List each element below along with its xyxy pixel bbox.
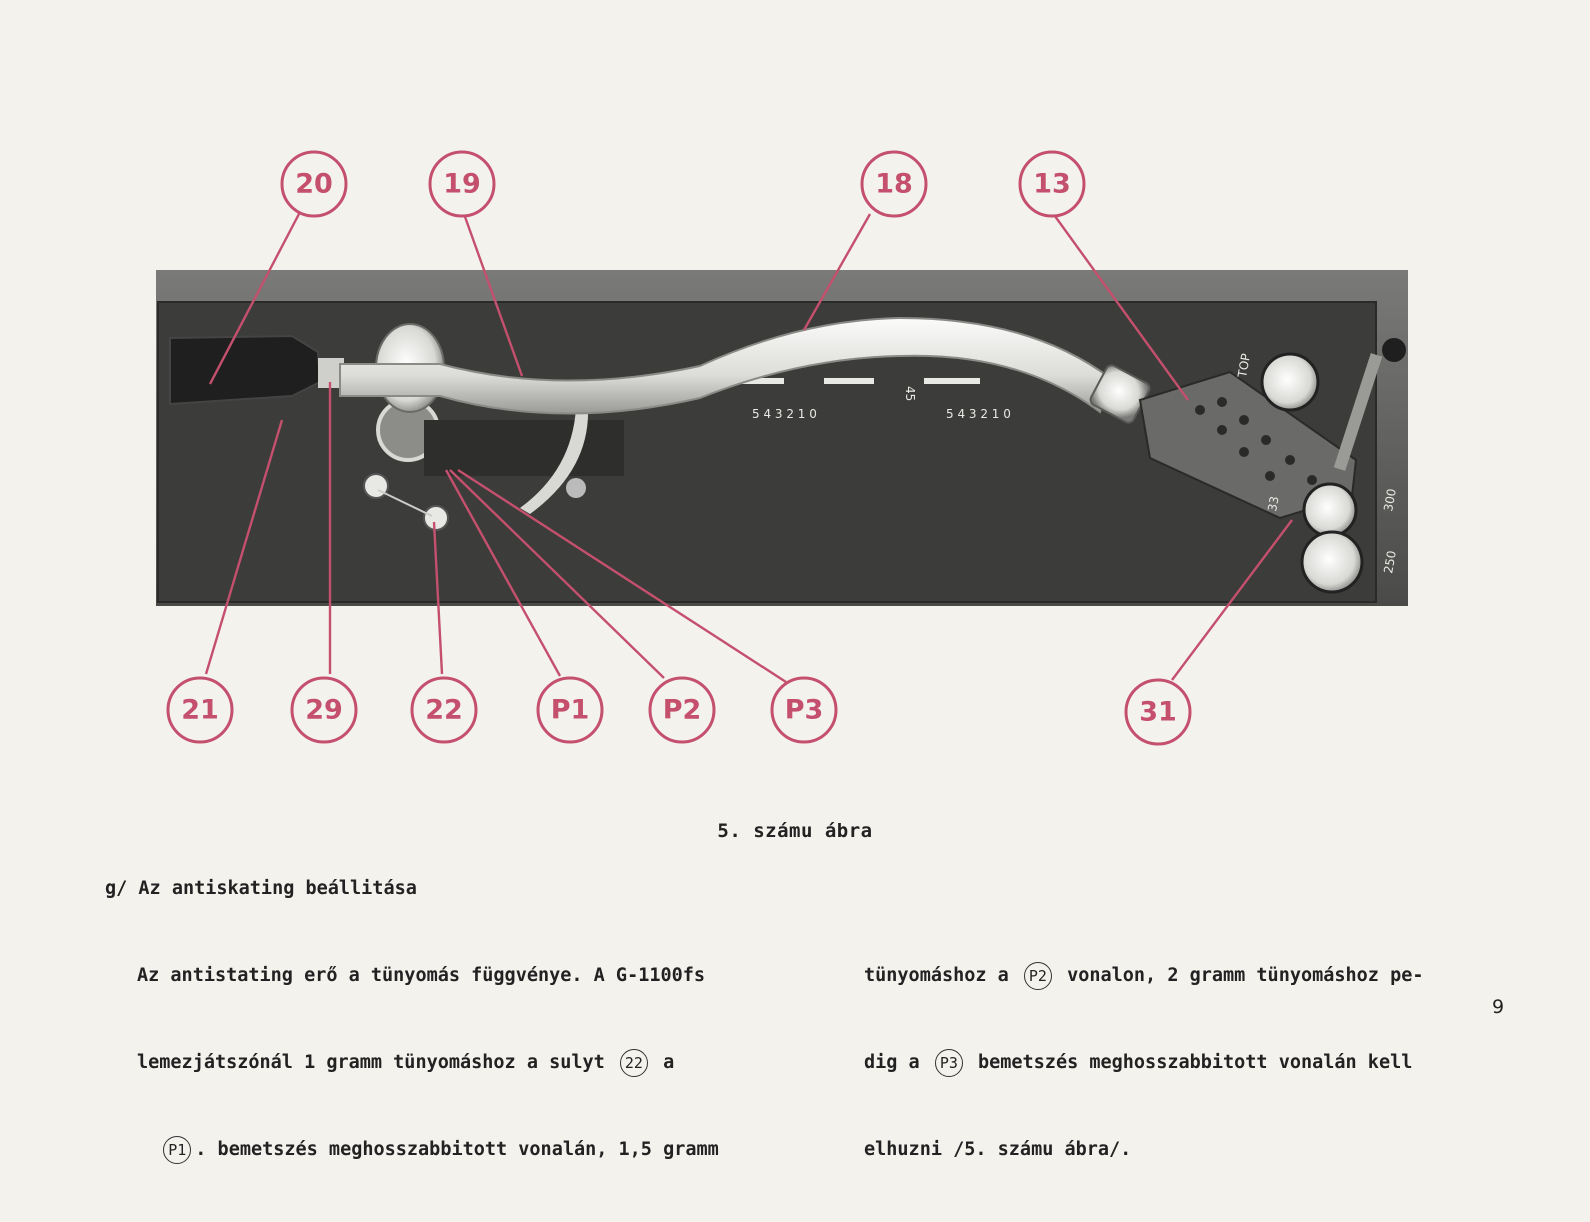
- antiskate-weight: [424, 506, 448, 530]
- callout-13: 13: [1033, 168, 1071, 200]
- speed-knob-bottom: [1302, 532, 1362, 592]
- text-line: P1 . bemetszés meghosszabbitott vonalán, 1,5 gramm: [137, 1135, 719, 1164]
- label-45: 45: [903, 386, 917, 402]
- counterweight: [170, 336, 320, 404]
- lift-knob: [1382, 338, 1406, 362]
- text-column-left: [137, 903, 719, 1222]
- scale-bar: [824, 378, 874, 384]
- label-250: 250: [1381, 549, 1399, 575]
- text-line: Az antistating erő a tünyomás függvénye. A G-1100fs: [137, 965, 706, 986]
- cue-screw: [566, 478, 586, 498]
- turntable-photo: [156, 270, 1408, 606]
- figure-caption: 5. számu ábra: [717, 820, 873, 842]
- scale-bar: [924, 378, 980, 384]
- label-top: TOP: [1235, 352, 1254, 379]
- callout-p1: P1: [550, 694, 590, 726]
- callout-20: 20: [295, 168, 333, 200]
- scale-b: 5 4 3 2 1 0: [946, 407, 1011, 421]
- text-column-right: [864, 903, 1424, 1222]
- section-heading: g/ Az antiskating beállitása: [105, 878, 417, 899]
- callout-31: 31: [1139, 696, 1177, 728]
- label-300: 300: [1381, 487, 1399, 513]
- antiskate-pulley: [364, 474, 388, 498]
- page-number: 9: [1492, 996, 1505, 1018]
- label-33: 33: [1265, 495, 1282, 513]
- callout-21: 21: [181, 694, 219, 726]
- speed-knob-mid: [1304, 484, 1356, 536]
- scale-a: 5 4 3 2 1 0: [752, 407, 817, 421]
- callout-29: 29: [305, 694, 343, 726]
- text-line: tünyomáshoz a P2 vonalon, 2 gramm tünyomáshoz pe-: [864, 961, 1424, 990]
- callout-22: 22: [425, 694, 463, 726]
- callout-p3: P3: [784, 694, 824, 726]
- text-line: dig a P3 bemetszés meghosszabbitott vonalán kell: [864, 1048, 1424, 1077]
- callout-19: 19: [443, 168, 481, 200]
- ref-22: 22: [620, 1049, 648, 1077]
- speed-knob-top: [1262, 354, 1318, 410]
- ref-p2: P2: [1024, 962, 1052, 990]
- text-line: lemezjátszónál 1 gramm tünyomáshoz a sulyt 22 a: [137, 1048, 719, 1077]
- callout-p2: P2: [662, 694, 702, 726]
- ref-p1: P1: [163, 1136, 191, 1164]
- callout-18: 18: [875, 168, 913, 200]
- arm-rest-bar: [424, 420, 624, 476]
- text-line: elhuzni /5. számu ábra/.: [864, 1139, 1132, 1160]
- ref-p3: P3: [935, 1049, 963, 1077]
